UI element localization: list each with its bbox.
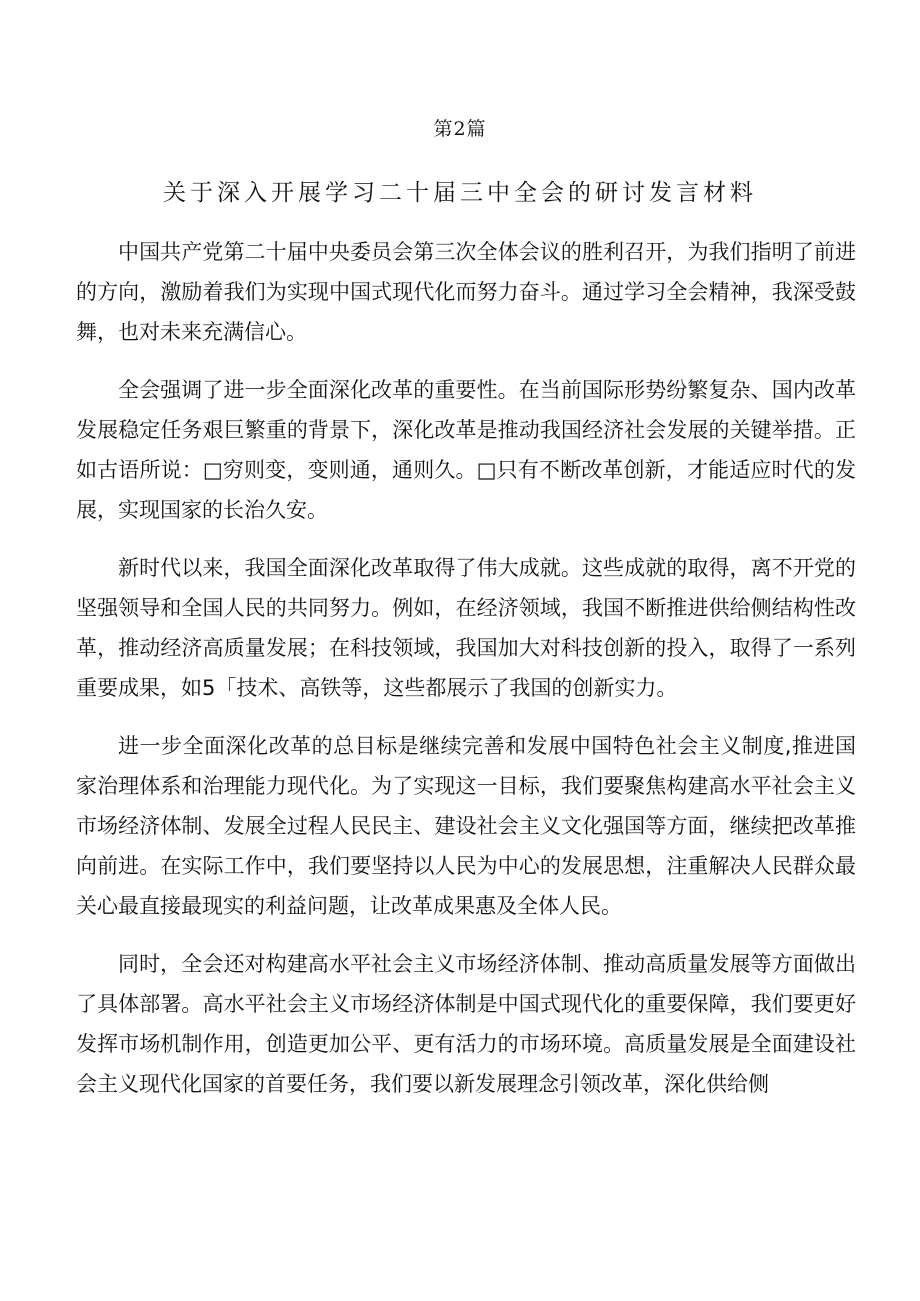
paragraph-1: 中国共产党第二十届中央委员会第三次全体会议的胜利召开，为我们指明了前进的方向，激励着我们为实现中国式现代化而努力奋斗。通过学习全会精神，我深受鼓舞，也对未来充满信心。 [76, 240, 856, 344]
paragraph-5: 同时，全会还对构建高水平社会主义市场经济体制、推动高质量发展等方面做出了具体部署。高水平社会主义市场经济体制是中国式现代化的重要保障，我们要更好发挥市场机制作用，创造更加公平、更有活力的市场环境。高质量发展是全面建设社会主义现代化国家的首要任务，我们要以新发展理念引领改革，深化供给侧 [76, 952, 856, 1096]
paragraph-3: 新时代以来，我国全面深化改革取得了伟大成就。这些成就的取得，离不开党的坚强领导和全国人民的共同努力。例如，在经济领域，我国不断推进供给侧结构性改革，推动经济高质量发展；在科技领域，我国加大对科技创新的投入，取得了一系列重要成果，如5「技术、高铁等，这些都展示了我国的创新实力。 [76, 556, 856, 700]
paragraph-2: 全会强调了进一步全面深化改革的重要性。在当前国际形势纷繁复杂、国内改革发展稳定任务艰巨繁重的背景下，深化改革是推动我国经济社会发展的关键举措。正如古语所说：□穷则变，变则通，通则久。□只有不断改革创新，才能适应时代的发展，实现国家的长治久安。 [76, 378, 856, 522]
document-body [76, 232, 856, 1122]
chapter-label: 第2篇 [433, 118, 487, 140]
document-title: 关于深入开展学习二十届三中全会的研讨发言材料 [163, 180, 757, 206]
paragraph-4: 进一步全面深化改革的总目标是继续完善和发展中国特色社会主义制度,推进国家治理体系和治理能力现代化。为了实现这一目标，我们要聚焦构建高水平社会主义市场经济体制、发展全过程人民民主、建设社会主义文化强国等方面，继续把改革推向前进。在实际工作中，我们要坚持以人民为中心的发展思想，注重解决人民群众最关心最直接最现实的利益问题，让改革成果惠及全体人民。 [76, 734, 856, 918]
